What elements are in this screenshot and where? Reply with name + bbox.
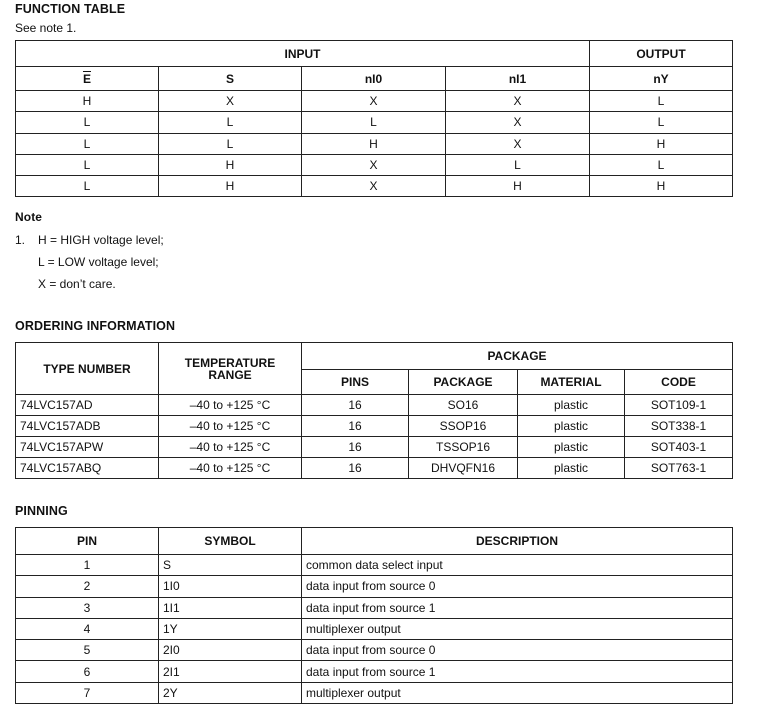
table-cell: 16 bbox=[302, 416, 409, 437]
table-cell: 16 bbox=[302, 458, 409, 479]
table-cell: SO16 bbox=[409, 395, 518, 416]
description-cell: data input from source 0 bbox=[302, 576, 733, 597]
input-group-header: INPUT bbox=[16, 41, 590, 67]
function-table bbox=[15, 40, 733, 197]
table-row bbox=[16, 682, 733, 703]
table-row bbox=[16, 133, 733, 154]
table-cell: plastic bbox=[518, 437, 625, 458]
table-cell: L bbox=[16, 112, 159, 133]
symbol-cell: 1I0 bbox=[159, 576, 302, 597]
description-cell: common data select input bbox=[302, 555, 733, 576]
table-cell: L bbox=[159, 133, 302, 154]
table-cell: X bbox=[302, 154, 446, 175]
table-row bbox=[16, 661, 733, 682]
table-cell: 16 bbox=[302, 395, 409, 416]
table-cell: DHVQFN16 bbox=[409, 458, 518, 479]
table-cell: L bbox=[16, 133, 159, 154]
column-header-ny: nY bbox=[590, 67, 733, 91]
column-header-ni1: nI1 bbox=[446, 67, 590, 91]
table-cell: SOT403-1 bbox=[625, 437, 733, 458]
table-row bbox=[16, 416, 733, 437]
table-row bbox=[16, 154, 733, 175]
table-cell: H bbox=[16, 91, 159, 112]
table-row bbox=[16, 176, 733, 197]
table-cell: H bbox=[446, 176, 590, 197]
symbol-cell: 2Y bbox=[159, 682, 302, 703]
range-label: RANGE bbox=[208, 367, 252, 382]
table-cell: X bbox=[302, 176, 446, 197]
table-row bbox=[16, 458, 733, 479]
table-cell: TSSOP16 bbox=[409, 437, 518, 458]
note-number: 1. bbox=[15, 233, 26, 247]
table-cell: –40 to +125 °C bbox=[159, 437, 302, 458]
table-cell: plastic bbox=[518, 416, 625, 437]
column-header-symbol: SYMBOL bbox=[159, 528, 302, 555]
table-cell: L bbox=[302, 112, 446, 133]
ordering-table bbox=[15, 342, 733, 479]
note-title: Note bbox=[15, 210, 43, 224]
table-cell: plastic bbox=[518, 458, 625, 479]
table-cell: SOT338-1 bbox=[625, 416, 733, 437]
table-cell: H bbox=[159, 176, 302, 197]
pinning-title: PINNING bbox=[15, 504, 68, 518]
column-header-temperature-range bbox=[159, 343, 302, 395]
table-row bbox=[16, 555, 733, 576]
column-header-e bbox=[16, 67, 159, 91]
table-row bbox=[16, 395, 733, 416]
table-cell: plastic bbox=[518, 395, 625, 416]
symbol-cell: S bbox=[159, 555, 302, 576]
pin-number-cell: 6 bbox=[16, 661, 159, 682]
table-cell: L bbox=[590, 112, 733, 133]
table-row bbox=[16, 618, 733, 639]
table-cell: X bbox=[446, 133, 590, 154]
function-table-subtitle: See note 1. bbox=[15, 21, 77, 35]
table-cell: X bbox=[446, 112, 590, 133]
note-line-high: H = HIGH voltage level; bbox=[38, 233, 164, 247]
pin-number-cell: 7 bbox=[16, 682, 159, 703]
type-number-cell: 74LVC157ABQ bbox=[16, 458, 159, 479]
table-cell: L bbox=[590, 91, 733, 112]
type-number-cell: 74LVC157APW bbox=[16, 437, 159, 458]
output-group-header: OUTPUT bbox=[590, 41, 733, 67]
column-header-pins: PINS bbox=[302, 370, 409, 395]
table-row bbox=[16, 597, 733, 618]
e-bar-label: $\overline{E}$ bbox=[82, 71, 91, 86]
description-cell: multiplexer output bbox=[302, 682, 733, 703]
column-header-s: S bbox=[159, 67, 302, 91]
pin-number-cell: 5 bbox=[16, 640, 159, 661]
table-row bbox=[16, 112, 733, 133]
pin-number-cell: 3 bbox=[16, 597, 159, 618]
table-cell: X bbox=[446, 91, 590, 112]
symbol-cell: 2I0 bbox=[159, 640, 302, 661]
table-cell: H bbox=[302, 133, 446, 154]
table-cell: L bbox=[16, 176, 159, 197]
package-group-header: PACKAGE bbox=[302, 343, 733, 370]
pin-number-cell: 1 bbox=[16, 555, 159, 576]
table-cell: SSOP16 bbox=[409, 416, 518, 437]
table-cell: X bbox=[159, 91, 302, 112]
column-header-pin: PIN bbox=[16, 528, 159, 555]
column-header-package: PACKAGE bbox=[409, 370, 518, 395]
type-number-cell: 74LVC157AD bbox=[16, 395, 159, 416]
table-row bbox=[16, 576, 733, 597]
symbol-cell: 1I1 bbox=[159, 597, 302, 618]
description-cell: data input from source 1 bbox=[302, 597, 733, 618]
table-cell: X bbox=[302, 91, 446, 112]
column-header-type-number: TYPE NUMBER bbox=[16, 343, 159, 395]
symbol-cell: 1Y bbox=[159, 618, 302, 639]
note-line-dont-care: X = don’t care. bbox=[38, 277, 116, 291]
table-cell: L bbox=[16, 154, 159, 175]
column-header-material: MATERIAL bbox=[518, 370, 625, 395]
pin-number-cell: 2 bbox=[16, 576, 159, 597]
function-table-title: FUNCTION TABLE bbox=[15, 2, 126, 16]
table-row bbox=[16, 640, 733, 661]
table-cell: L bbox=[159, 112, 302, 133]
note-line-low: L = LOW voltage level; bbox=[38, 255, 159, 269]
pin-number-cell: 4 bbox=[16, 618, 159, 639]
description-cell: data input from source 0 bbox=[302, 640, 733, 661]
table-cell: –40 to +125 °C bbox=[159, 416, 302, 437]
table-cell: SOT763-1 bbox=[625, 458, 733, 479]
table-cell: SOT109-1 bbox=[625, 395, 733, 416]
symbol-cell: 2I1 bbox=[159, 661, 302, 682]
description-cell: multiplexer output bbox=[302, 618, 733, 639]
table-cell: L bbox=[590, 154, 733, 175]
type-number-cell: 74LVC157ADB bbox=[16, 416, 159, 437]
temperature-label: TEMPERATURE bbox=[184, 355, 276, 370]
table-cell: 16 bbox=[302, 437, 409, 458]
table-cell: L bbox=[446, 154, 590, 175]
column-header-description: DESCRIPTION bbox=[302, 528, 733, 555]
table-cell: H bbox=[590, 133, 733, 154]
description-cell: data input from source 1 bbox=[302, 661, 733, 682]
table-cell: –40 to +125 °C bbox=[159, 395, 302, 416]
column-header-code: CODE bbox=[625, 370, 733, 395]
table-row bbox=[16, 437, 733, 458]
column-header-ni0: nI0 bbox=[302, 67, 446, 91]
ordering-information-title: ORDERING INFORMATION bbox=[15, 319, 176, 333]
pinning-table bbox=[15, 527, 733, 704]
table-cell: –40 to +125 °C bbox=[159, 458, 302, 479]
table-row bbox=[16, 91, 733, 112]
table-cell: H bbox=[590, 176, 733, 197]
table-cell: H bbox=[159, 154, 302, 175]
